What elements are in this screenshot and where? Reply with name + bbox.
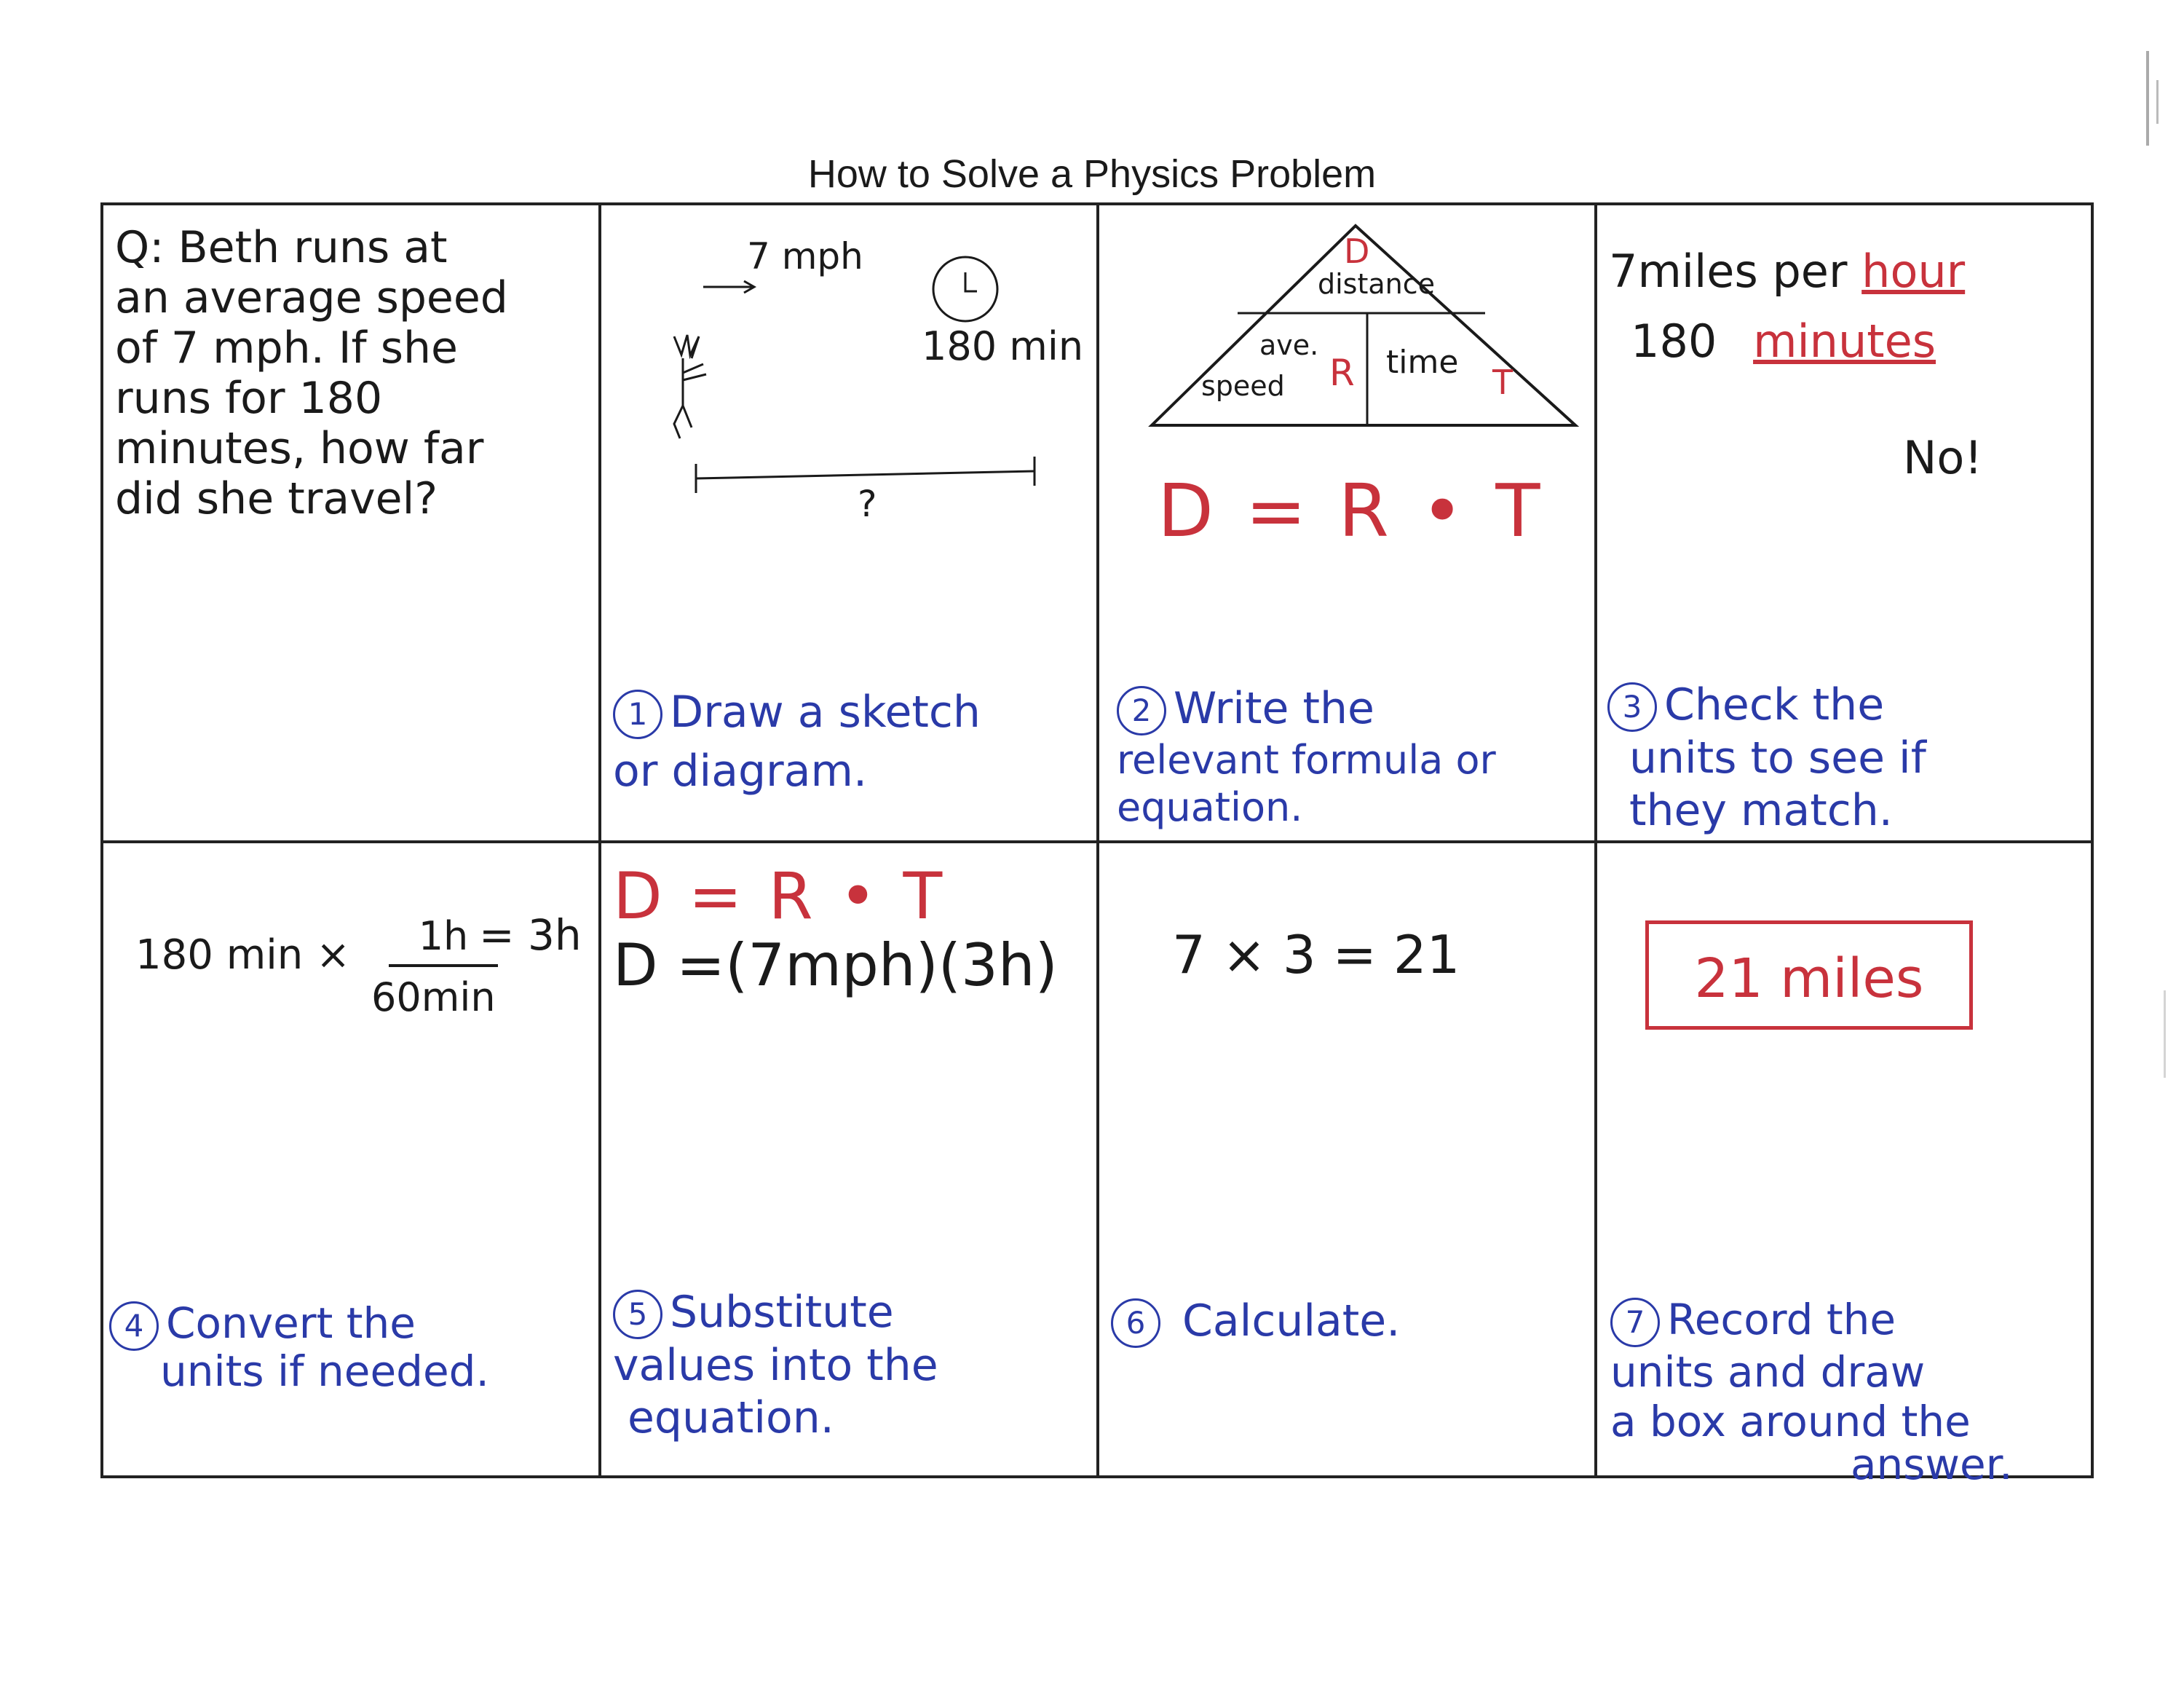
units-hour: hour — [1861, 245, 1966, 298]
convert-denominator: 60min — [371, 974, 496, 1020]
step-line: Substitute — [670, 1287, 894, 1338]
units-line-2 — [1631, 315, 1936, 368]
step-line: relevant formula or — [1117, 737, 1496, 784]
step-number: 3 — [1607, 682, 1657, 732]
step-1-instruction — [613, 686, 981, 797]
step-line: or diagram. — [613, 746, 868, 797]
question-line: runs for 180 — [115, 373, 383, 424]
step-line: Convert the — [166, 1298, 416, 1348]
convert-numerator: 1h — [418, 913, 469, 959]
question-cell — [103, 205, 601, 843]
step-line: they match. — [1629, 785, 1893, 837]
step-number: 6 — [1111, 1298, 1160, 1348]
triangle-r: R — [1329, 352, 1355, 394]
fraction-bar — [389, 964, 498, 967]
step-6-instruction — [1111, 1295, 1400, 1348]
step-7-instruction — [1610, 1295, 2013, 1481]
step-number: 7 — [1610, 1298, 1660, 1347]
question-text — [115, 223, 508, 524]
units-text: 180 — [1631, 315, 1717, 368]
runner-figure — [674, 335, 706, 438]
time-label: 180 min — [922, 323, 1084, 369]
step-line: Record the — [1667, 1295, 1896, 1344]
step-line: values into the — [613, 1340, 938, 1392]
units-check-cell — [1597, 205, 2095, 843]
triangle-d: D — [1344, 232, 1370, 271]
calculate-cell — [1099, 843, 1597, 1481]
final-answer: 21 miles — [1694, 947, 1924, 1010]
units-text: 7miles per — [1609, 245, 1848, 298]
clock-icon — [933, 257, 997, 321]
step-line: equation. — [628, 1392, 834, 1444]
triangle-distance: distance — [1318, 268, 1436, 300]
question-line: did she travel? — [115, 473, 438, 524]
step-number: 5 — [613, 1290, 662, 1339]
question-line: an average speed — [115, 272, 508, 323]
distance-line — [696, 471, 1034, 478]
question-line: minutes, how far — [115, 423, 484, 474]
step-line: Write the — [1174, 683, 1374, 734]
triangle-speed: speed — [1201, 370, 1285, 402]
scan-mark — [2156, 80, 2159, 124]
units-minutes: minutes — [1753, 315, 1936, 368]
convert-left: 180 min × — [135, 931, 351, 979]
step-line: a box around the — [1610, 1397, 1971, 1447]
convert-cell — [103, 843, 601, 1481]
step-line: units and draw — [1610, 1346, 1926, 1397]
step-number: 2 — [1117, 686, 1166, 735]
question-line: of 7 mph. If she — [115, 323, 458, 374]
sketch-cell — [601, 205, 1099, 843]
step-3-instruction — [1607, 679, 1926, 837]
formula-equation: D = R • T — [1158, 468, 1545, 553]
scan-mark — [2146, 51, 2149, 146]
page-title: How to Solve a Physics Problem — [807, 152, 1377, 196]
step-5-instruction — [613, 1286, 938, 1444]
step-line: answer. — [1851, 1439, 2013, 1481]
triangle-ave: ave. — [1259, 329, 1319, 361]
scan-mark — [2164, 990, 2166, 1078]
step-line: Calculate. — [1182, 1295, 1401, 1346]
distance-unknown: ? — [858, 483, 877, 525]
substitute-equation: D =(7mph)(3h) — [613, 931, 1058, 999]
units-line-1 — [1609, 245, 1965, 299]
step-2-instruction — [1117, 682, 1496, 832]
formula-cell — [1099, 205, 1597, 843]
record-cell — [1597, 843, 2095, 1481]
step-line: units if needed. — [160, 1346, 489, 1396]
step-number: 4 — [109, 1301, 159, 1351]
calculation: 7 × 3 = 21 — [1172, 924, 1460, 985]
step-number: 1 — [613, 690, 662, 739]
triangle-time: time — [1386, 344, 1459, 381]
step-line: units to see if — [1629, 733, 1926, 784]
question-line: Q: Beth runs at — [115, 222, 448, 273]
substitute-formula: D = R • T — [613, 859, 946, 934]
substitute-cell — [601, 843, 1099, 1481]
steps-grid — [100, 202, 2094, 1481]
units-verdict: No! — [1903, 431, 1983, 484]
step-line: equation. — [1117, 784, 1303, 831]
step-line: Draw a sketch — [670, 687, 981, 738]
step-4-instruction — [109, 1298, 489, 1397]
speed-label: 7 mph — [747, 235, 863, 277]
convert-result: = 3h — [479, 910, 582, 960]
step-line: Check the — [1664, 679, 1885, 730]
triangle-t: T — [1492, 363, 1514, 402]
